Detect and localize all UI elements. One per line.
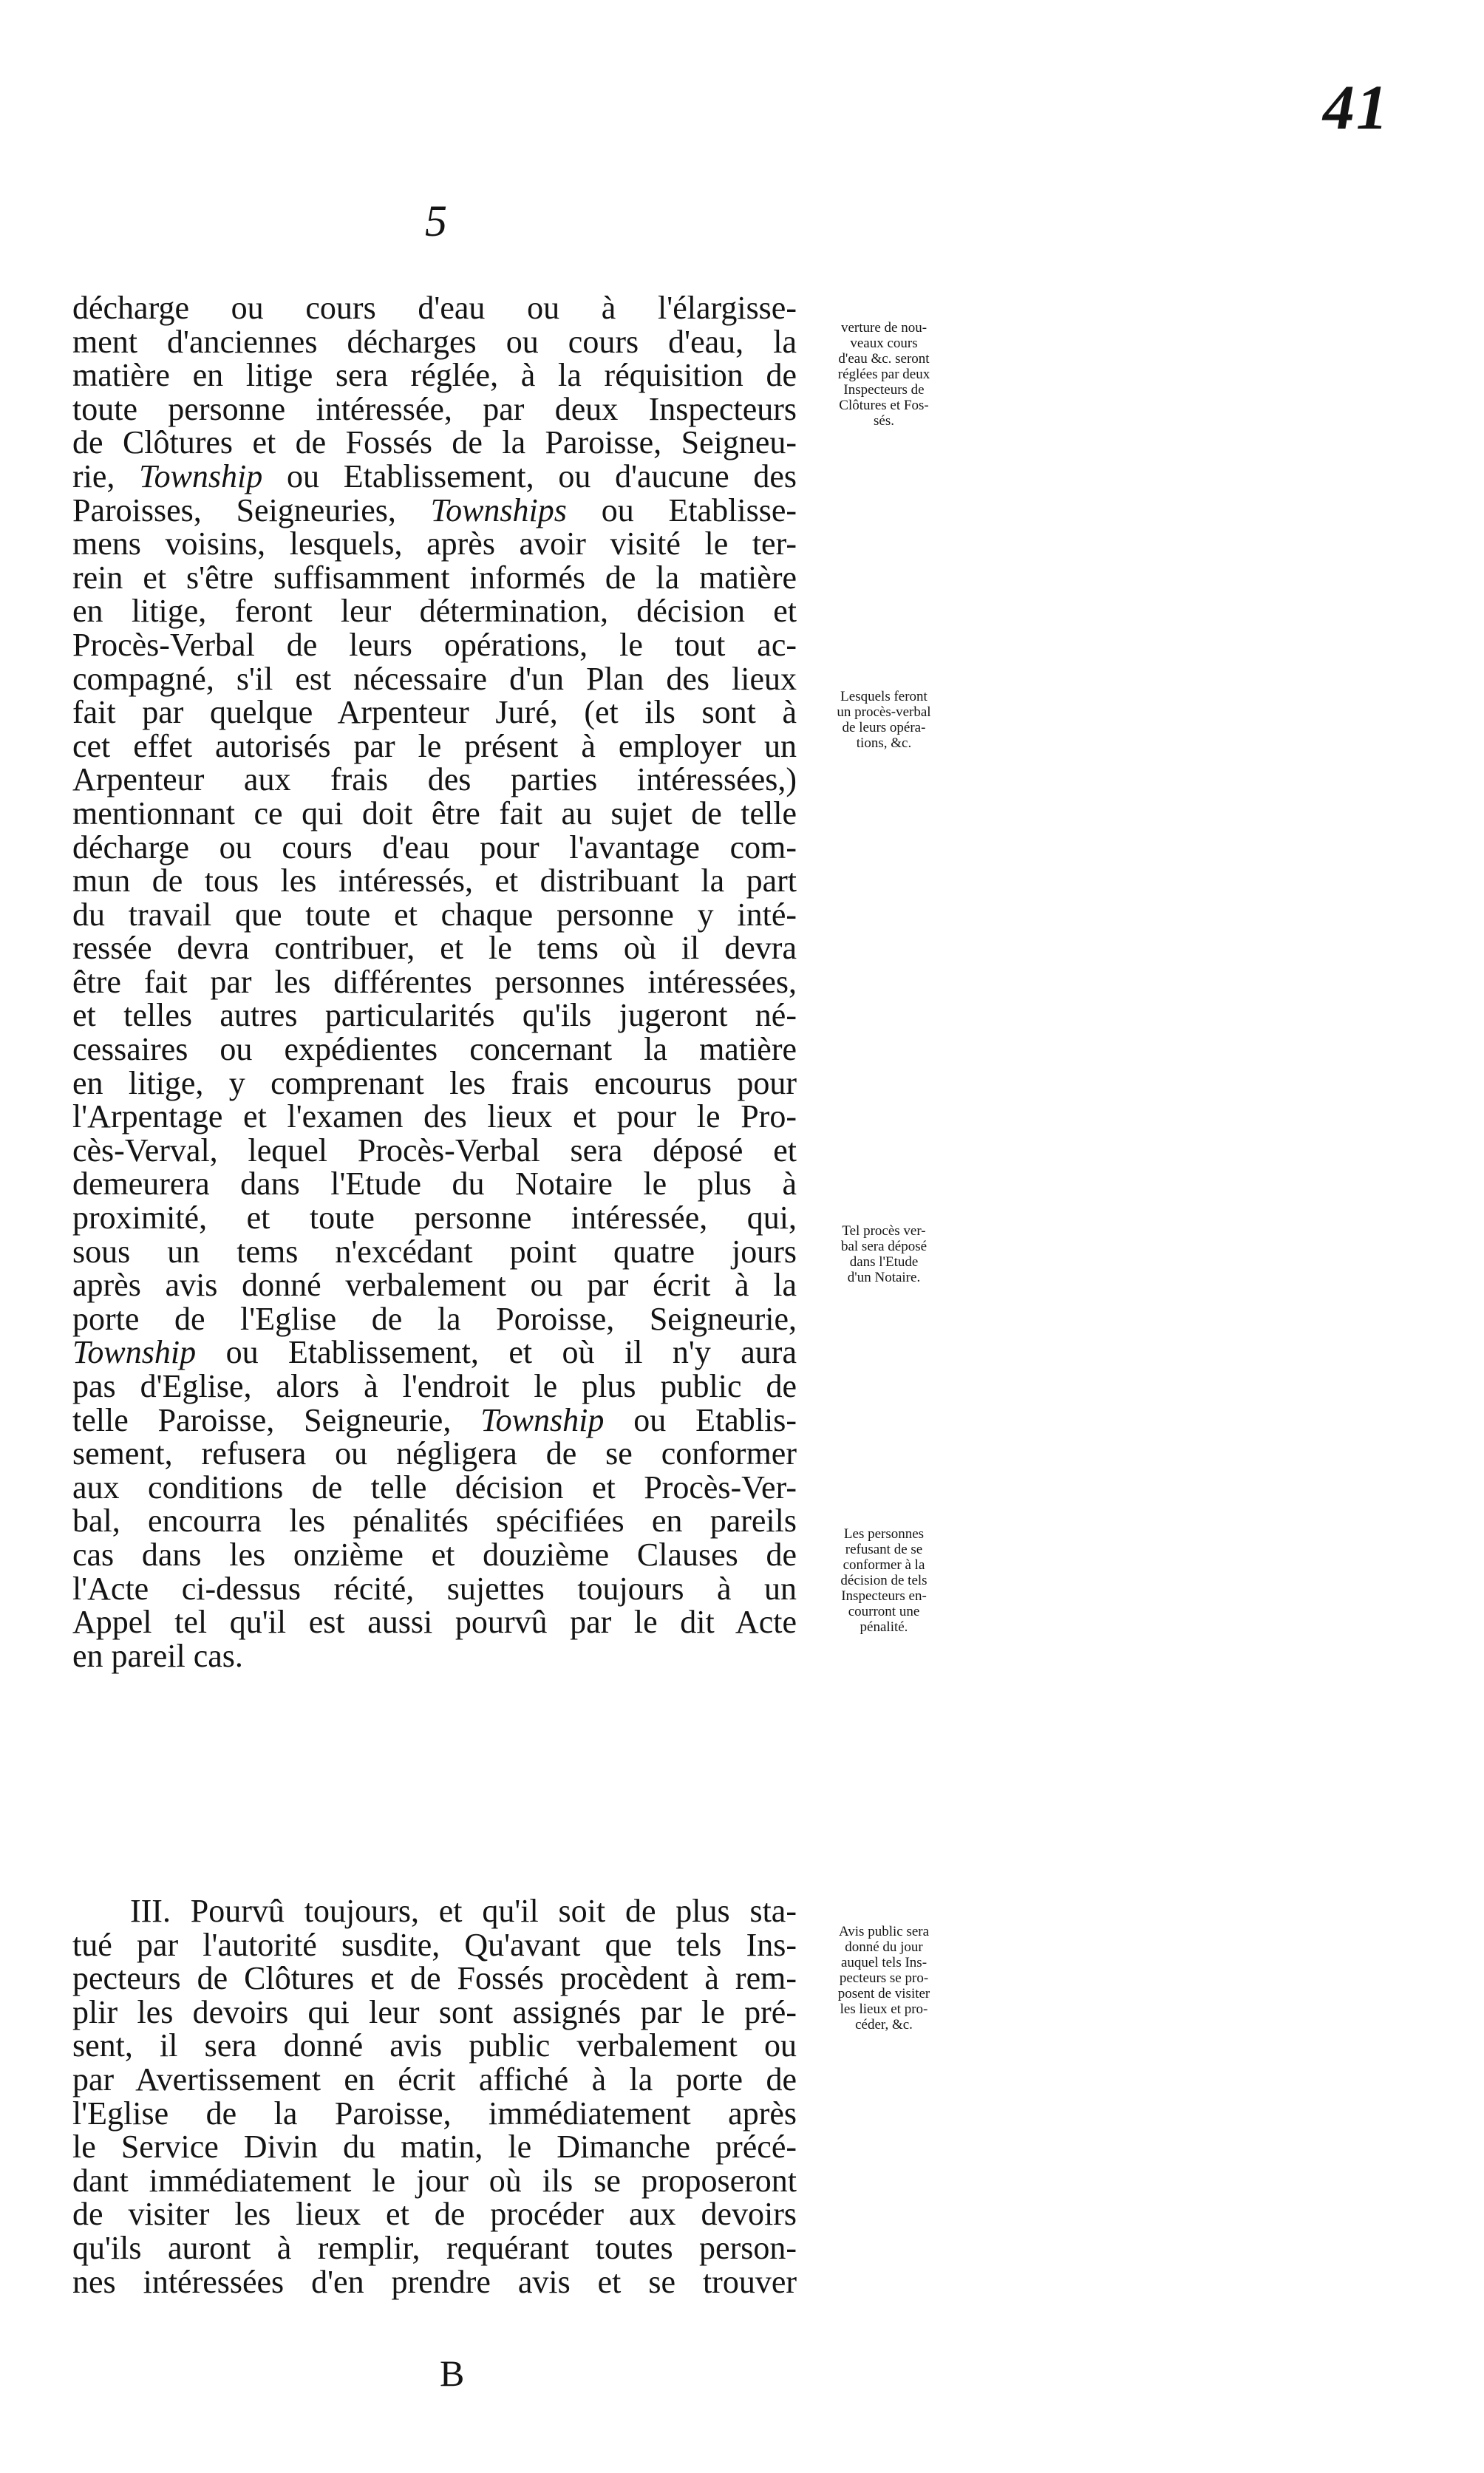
text-line: compagné, s'il est nécessaire d'un Plan des lieux — [72, 660, 797, 697]
text-line: sement, refusera ou négligera de se conformer — [72, 1435, 797, 1472]
text-line: telle Paroisse, Seigneurie, Township ou Etablis- — [72, 1401, 797, 1438]
margin-note-line: Inspecteurs de — [843, 382, 925, 398]
text-line: le Service Divin du matin, le Dimanche précé- — [72, 2129, 797, 2166]
text-line: qu'ils auront à remplir, requérant toutes person- — [72, 2229, 797, 2266]
margin-note-line: un procès-verbal — [837, 704, 931, 720]
text-line: en litige, y comprenant les frais encourus pour — [72, 1064, 797, 1101]
text-line: l'Eglise de la Paroisse, immédiatement après — [72, 2095, 797, 2132]
text-line: être fait par les différentes personnes intéressées, — [72, 963, 797, 1000]
text-line: mun de tous les intéressés, et distribuant la part — [72, 863, 797, 899]
text-line: par Avertissement en écrit affiché à la porte de — [72, 2061, 797, 2098]
margin-note-line: réglées par deux — [837, 367, 930, 382]
margin-note-line: verture de nou- — [840, 320, 928, 336]
text-line: pecteurs de Clôtures et de Fossés procèdent à rem- — [72, 1960, 797, 1997]
text-line: rie, Township ou Etablissement, ou d'aucune des — [72, 457, 797, 494]
margin-note-line: sés. — [874, 413, 894, 429]
margin-note-line: Clôtures et Fos- — [839, 398, 929, 413]
margin-note-line: Avis public sera — [838, 1924, 930, 1939]
margin-note-line: pecteurs se pro- — [839, 1970, 929, 1986]
text-line: tué par l'autorité susdite, Qu'avant que tels Ins- — [72, 1926, 797, 1963]
margin-note-line: conformer à la — [843, 1557, 925, 1573]
text-line: matière en litige sera réglée, à la réquisition de — [72, 357, 797, 394]
text-line: nes intéressées d'en prendre avis et se trouver — [72, 2263, 797, 2300]
text-line: Arpenteur aux frais des parties intéressées,) — [72, 761, 797, 798]
text-line: mentionnant ce qui doit être fait au sujet de telle — [72, 795, 797, 831]
margin-note-line: décision de tels — [840, 1573, 928, 1588]
paragraph-3-clause-III — [72, 1894, 797, 2299]
margin-note-4 — [798, 1526, 970, 1635]
text-line: cas dans les onzième et douzième Clauses de — [72, 1536, 797, 1573]
margin-note-line: Les personnes — [843, 1526, 925, 1542]
margin-note-line: courront une — [848, 1604, 920, 1619]
margin-note-line: bal sera déposé — [840, 1239, 928, 1254]
text-line: pas d'Eglise, alors à l'endroit le plus public de — [72, 1368, 797, 1404]
text-line: dant immédiatement le jour où ils se proposeront — [72, 2162, 797, 2199]
handwritten-folio-number: 41 — [1323, 72, 1389, 143]
text-line: cet effet autorisés par le présent à employer un — [72, 727, 797, 764]
text-line: décharge ou cours d'eau ou à l'élargisse- — [72, 290, 797, 326]
page-number: 5 — [425, 197, 447, 245]
text-line: cès-Verval, lequel Procès-Verbal sera déposé et — [72, 1132, 797, 1169]
text-line: demeurera dans l'Etude du Notaire le plus à — [72, 1166, 797, 1203]
text-line: en pareil cas. — [72, 1637, 243, 1674]
margin-note-line: céder, &c. — [855, 2017, 913, 2033]
margin-note-line: donné du jour — [845, 1939, 923, 1955]
margin-note-line: d'un Notaire. — [847, 1270, 921, 1285]
text-line: sous un tems n'excédant point quatre jours — [72, 1233, 797, 1270]
text-line: mens voisins, lesquels, après avoir visité le ter- — [72, 525, 797, 562]
margin-note-line: Tel procès ver- — [842, 1223, 926, 1239]
text-line: de visiter les lieux et de procéder aux devoirs — [72, 2196, 797, 2233]
text-line: l'Arpentage et l'examen des lieux et pour le Pro- — [72, 1098, 797, 1135]
text-line: III. Pourvû toujours, et qu'il soit de plus sta- — [130, 1893, 797, 1929]
text-line: sent, il sera donné avis public verbalement ou — [72, 2027, 797, 2064]
margin-note-3 — [798, 1223, 970, 1285]
text-line: fait par quelque Arpenteur Juré, (et ils sont à — [72, 694, 797, 731]
text-line: plir les devoirs qui leur sont assignés par le pré- — [72, 1993, 797, 2030]
margin-note-line: tions, &c. — [856, 735, 912, 751]
margin-note-line: Inspecteurs en- — [841, 1588, 927, 1604]
margin-note-1 — [798, 320, 970, 429]
margin-note-line: dans l'Etude — [849, 1254, 919, 1270]
margin-note-line: Lesquels feront — [840, 689, 928, 704]
margin-note-line: refusant de se — [845, 1542, 923, 1557]
text-line: Township ou Etablissement, et où il n'y aura — [72, 1334, 797, 1371]
text-line: du travail que toute et chaque personne y inté- — [72, 896, 797, 933]
margin-note-line: pénalité. — [860, 1619, 908, 1635]
margin-note-line: veaux cours — [850, 336, 918, 351]
text-line: l'Acte ci-dessus récité, sujettes toujours à un — [72, 1570, 797, 1607]
margin-note-line: auquel tels Ins- — [840, 1955, 928, 1970]
text-line: Procès-Verbal de leurs opérations, le tout ac- — [72, 626, 797, 663]
signature-mark: B — [440, 2353, 465, 2394]
text-line: ressée devra contribuer, et le tems où il devra — [72, 930, 797, 967]
text-line: en litige, feront leur détermination, décision et — [72, 593, 797, 630]
margin-note-line: de leurs opéra- — [842, 720, 926, 735]
text-line: proximité, et toute personne intéressée, qui, — [72, 1200, 797, 1236]
text-line: aux conditions de telle décision et Procès-Ver- — [72, 1469, 797, 1506]
text-line: Appel tel qu'il est aussi pourvû par le dit Acte — [72, 1604, 797, 1641]
text-line: porte de l'Eglise de la Poroisse, Seigneurie, — [72, 1300, 797, 1337]
margin-note-5 — [798, 1924, 970, 2033]
text-line: toute personne intéressée, par deux Inspecteurs — [72, 390, 797, 427]
margin-note-2 — [798, 689, 970, 751]
text-line: cessaires ou expédientes concernant la matière — [72, 1031, 797, 1068]
text-line: décharge ou cours d'eau pour l'avantage com- — [72, 829, 797, 865]
text-line: après avis donné verbalement ou par écrit à la — [72, 1267, 797, 1304]
text-line: rein et s'être suffisamment informés de la matière — [72, 559, 797, 596]
text-line: ment d'anciennes décharges ou cours d'eau, la — [72, 323, 797, 360]
margin-note-line: d'eau &c. seront — [838, 351, 930, 367]
text-line: bal, encourra les pénalités spécifiées en pareils — [72, 1503, 797, 1540]
text-line: Paroisses, Seigneuries, Townships ou Etablisse- — [72, 491, 797, 528]
margin-note-line: posent de visiter — [837, 1986, 930, 2001]
margin-note-line: les lieux et pro- — [840, 2001, 928, 2017]
text-line: de Clôtures et de Fossés de la Paroisse, Seigneu- — [72, 424, 797, 461]
paragraph-1 — [72, 291, 797, 1673]
text-line: et telles autres particularités qu'ils jugeront né- — [72, 997, 797, 1034]
